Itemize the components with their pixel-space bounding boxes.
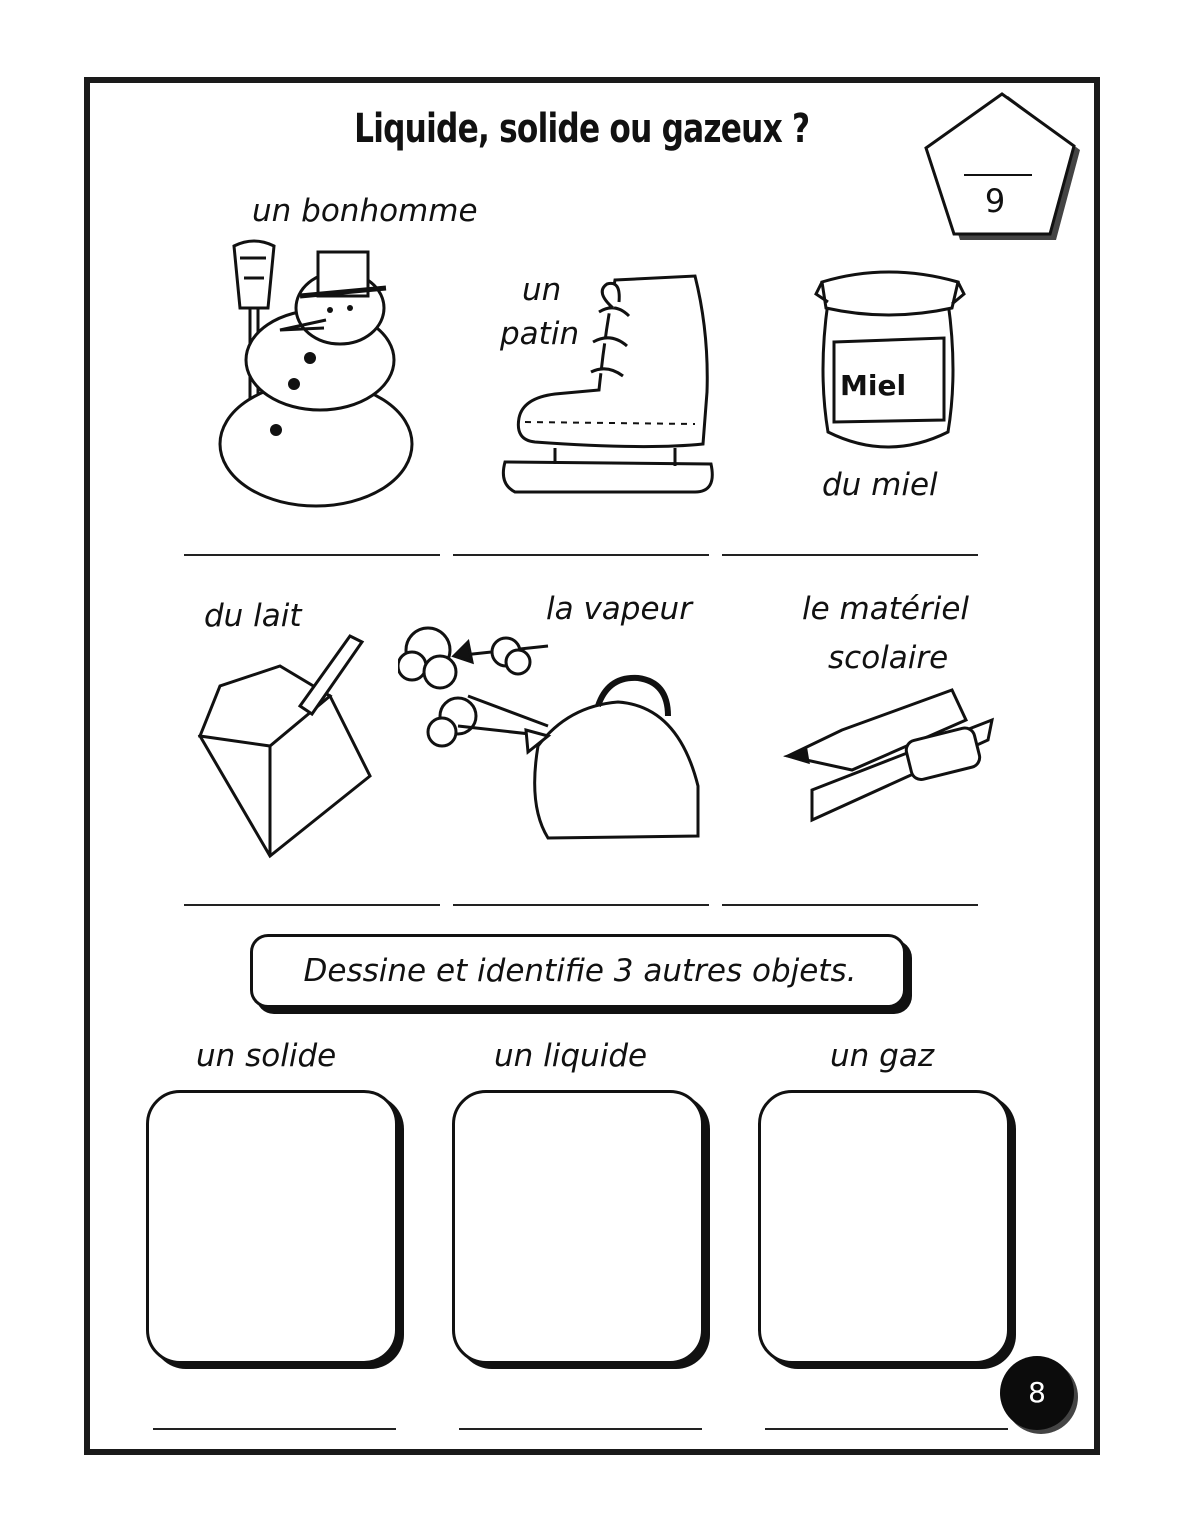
- milk-carton-illustration: [190, 626, 380, 866]
- answer-line-1[interactable]: [184, 554, 440, 556]
- label-steam: la vapeur: [546, 591, 692, 627]
- answer-line-2[interactable]: [453, 554, 709, 556]
- draw-box-gas[interactable]: [758, 1090, 1010, 1364]
- snowman-illustration: [210, 238, 430, 513]
- answer-line-3[interactable]: [722, 554, 978, 556]
- instruction-text: Dessine et identifie 3 autres objets.: [303, 953, 857, 989]
- score-pentagon: [916, 90, 1086, 250]
- label-milk: du lait: [204, 598, 302, 634]
- honey-jar-illustration: [808, 262, 968, 462]
- label-skate-line1: un: [522, 272, 562, 308]
- answer-line-4[interactable]: [184, 904, 440, 906]
- label-supplies-line2: scolaire: [828, 640, 949, 676]
- score-value: 9: [984, 182, 1006, 220]
- answer-line-6[interactable]: [722, 904, 978, 906]
- skate-illustration: [495, 272, 720, 502]
- heading-gas: un gaz: [830, 1038, 935, 1074]
- honey-jar-label: Miel: [840, 369, 907, 402]
- school-supplies-illustration: [782, 680, 997, 830]
- label-snowman: un bonhomme: [252, 193, 478, 229]
- heading-solid: un solide: [196, 1038, 337, 1074]
- label-supplies-line1: le matériel: [802, 591, 970, 627]
- draw-box-solid[interactable]: [146, 1090, 398, 1364]
- label-honey: du miel: [822, 467, 938, 503]
- answer-line-gas[interactable]: [765, 1428, 1008, 1430]
- page-title: Liquide, solide ou gazeux ?: [354, 106, 810, 152]
- heading-liquid: un liquide: [494, 1038, 648, 1074]
- label-skate-line2: patin: [500, 316, 580, 352]
- answer-line-5[interactable]: [453, 904, 709, 906]
- answer-line-liquid[interactable]: [459, 1428, 702, 1430]
- answer-line-solid[interactable]: [153, 1428, 396, 1430]
- draw-box-liquid[interactable]: [452, 1090, 704, 1364]
- page-number-badge: 8: [1000, 1356, 1074, 1430]
- kettle-illustration: [398, 606, 728, 856]
